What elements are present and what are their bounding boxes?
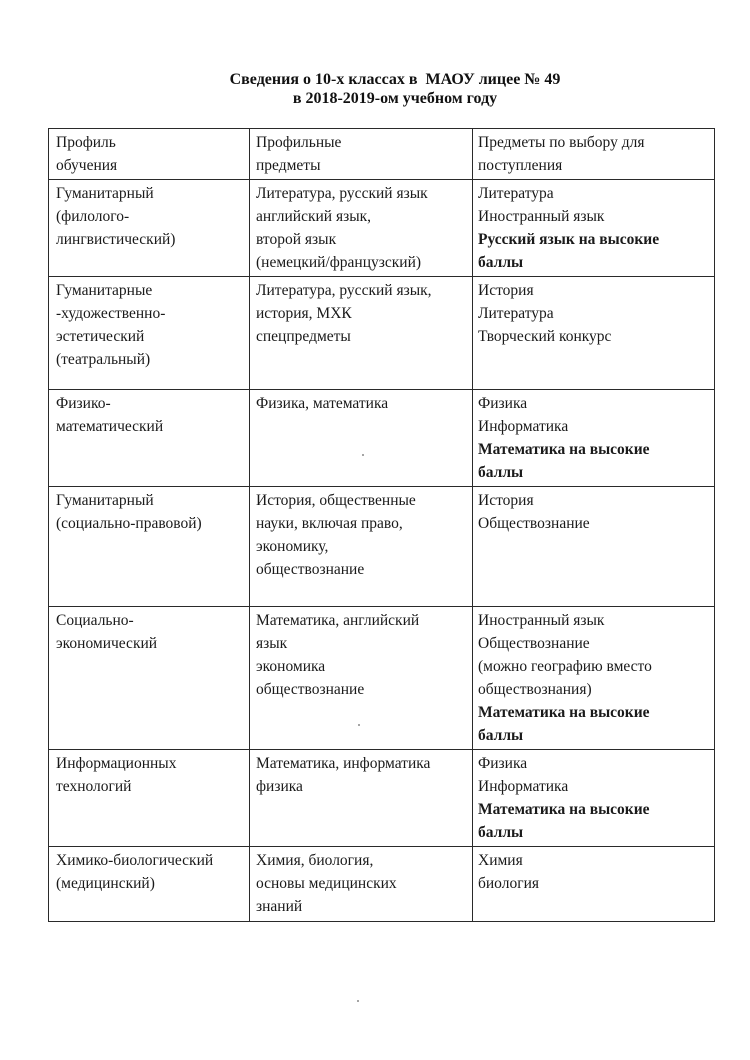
header-profile-line: Профиль	[56, 134, 116, 151]
subjects-cell	[250, 847, 473, 922]
subjects-cell-line: Физика, математика	[256, 395, 389, 412]
profile-cell-line: Информационных	[56, 755, 177, 772]
profile-cell-line: Гуманитарные	[56, 282, 153, 299]
subjects-cell-line: спецпредметы	[256, 328, 351, 345]
choice-cell-bold-line: баллы	[478, 254, 524, 271]
profile-cell-line: (медицинский)	[56, 875, 155, 892]
subjects-cell-line: знаний	[256, 898, 303, 915]
profile-cell-line: (театральный)	[56, 351, 151, 368]
choice-cell-line: Обществознание	[478, 515, 590, 532]
choice-cell	[473, 750, 715, 847]
profile-cell	[49, 277, 250, 390]
choice-cell-line: Информатика	[478, 778, 569, 795]
table-row	[49, 750, 715, 847]
choice-cell-bold-line: Русский язык на высокие	[478, 231, 660, 248]
subjects-cell-line: (немецкий/французский)	[256, 254, 422, 271]
scan-speck	[357, 1000, 359, 1002]
subjects-cell-line: второй язык	[256, 231, 337, 248]
table-row	[49, 487, 715, 607]
header-choice	[473, 129, 715, 180]
scan-speck	[358, 724, 360, 726]
choice-cell	[473, 847, 715, 922]
choice-cell-line: Творческий конкурс	[478, 328, 612, 345]
subjects-cell-line: история, МХК	[256, 305, 352, 322]
choice-cell-line: Физика	[478, 755, 528, 772]
profile-cell-line: Физико-	[56, 395, 111, 412]
profiles-table-body	[49, 129, 715, 922]
subjects-cell	[250, 487, 473, 607]
choice-cell-bold-line: Математика на высокие	[478, 704, 650, 721]
choice-cell	[473, 180, 715, 277]
profile-cell-line: (филолого-	[56, 208, 130, 225]
choice-cell-line: Иностранный язык	[478, 612, 605, 629]
subjects-cell	[250, 180, 473, 277]
subjects-cell-line: Литература, русский язык	[256, 185, 428, 202]
profile-cell-line: технологий	[56, 778, 132, 795]
subjects-cell-line: физика	[256, 778, 303, 795]
choice-cell	[473, 607, 715, 750]
choice-cell-bold-line: Математика на высокие	[478, 801, 650, 818]
table-row	[49, 607, 715, 750]
subjects-cell-line: основы медицинских	[256, 875, 397, 892]
profile-cell	[49, 607, 250, 750]
table-row	[49, 180, 715, 277]
table-header-row	[49, 129, 715, 180]
profile-cell-line: эстетический	[56, 328, 145, 345]
profile-cell	[49, 390, 250, 487]
profile-cell-line: математический	[56, 418, 164, 435]
profile-cell	[49, 180, 250, 277]
subjects-cell-line: Математика, информатика	[256, 755, 431, 772]
subjects-cell-line: Литература, русский язык,	[256, 282, 432, 299]
subjects-cell	[250, 750, 473, 847]
subjects-cell-line: Математика, английский	[256, 612, 420, 629]
subjects-cell-line: экономика	[256, 658, 326, 675]
choice-cell-line: История	[478, 492, 534, 509]
subjects-cell-line: обществознание	[256, 681, 365, 698]
profile-cell	[49, 750, 250, 847]
subjects-cell	[250, 607, 473, 750]
choice-cell	[473, 277, 715, 390]
profile-cell	[49, 487, 250, 607]
choice-cell	[473, 487, 715, 607]
choice-cell-line: Обществознание	[478, 635, 590, 652]
table-row	[49, 847, 715, 922]
header-subjects-line: предметы	[256, 157, 321, 174]
choice-cell-line: Информатика	[478, 418, 569, 435]
profile-cell-line: Социально-	[56, 612, 134, 629]
header-choice-line: поступления	[478, 157, 563, 174]
choice-cell-bold-line: баллы	[478, 464, 524, 481]
table-row	[49, 277, 715, 390]
subjects-cell-line: обществознание	[256, 561, 365, 578]
title-line-1: Сведения о 10-х классах в МАОУ лицее № 49	[229, 71, 561, 88]
subjects-cell-line: язык	[256, 635, 288, 652]
choice-cell-line: Физика	[478, 395, 528, 412]
header-profile-line: обучения	[56, 157, 118, 174]
subjects-cell-line: Химия, биология,	[256, 852, 374, 869]
choice-cell-line: Химия	[478, 852, 523, 869]
choice-cell-line: биология	[478, 875, 539, 892]
choice-cell-line: (можно географию вместо	[478, 658, 652, 675]
document-title	[0, 70, 750, 108]
choice-cell-bold-line: баллы	[478, 824, 524, 841]
header-choice-line: Предметы по выбору для	[478, 134, 645, 151]
header-profile	[49, 129, 250, 180]
profile-cell-line: экономический	[56, 635, 158, 652]
subjects-cell-line: науки, включая право,	[256, 515, 403, 532]
profiles-table	[48, 128, 715, 922]
choice-cell-line: Литература	[478, 185, 554, 202]
subjects-cell	[250, 390, 473, 487]
profile-cell-line: Гуманитарный	[56, 492, 154, 509]
scan-speck	[362, 454, 364, 456]
choice-cell	[473, 390, 715, 487]
choice-cell-line: Литература	[478, 305, 554, 322]
title-line-2: в 2018-2019-ом учебном году	[292, 90, 498, 107]
header-subjects	[250, 129, 473, 180]
choice-cell-line: Иностранный язык	[478, 208, 605, 225]
profile-cell-line: -художественно-	[56, 305, 166, 322]
header-subjects-line: Профильные	[256, 134, 342, 151]
subjects-cell	[250, 277, 473, 390]
profile-cell-line: лингвистический)	[56, 231, 176, 248]
profile-cell	[49, 847, 250, 922]
choice-cell-bold-line: баллы	[478, 727, 524, 744]
subjects-cell-line: экономику,	[256, 538, 329, 555]
choice-cell-line: обществознания)	[478, 681, 592, 698]
profile-cell-line: Гуманитарный	[56, 185, 154, 202]
profile-cell-line: (социально-правовой)	[56, 515, 202, 532]
table-row	[49, 390, 715, 487]
subjects-cell-line: История, общественные	[256, 492, 416, 509]
choice-cell-line: История	[478, 282, 534, 299]
subjects-cell-line: английский язык,	[256, 208, 372, 225]
choice-cell-bold-line: Математика на высокие	[478, 441, 650, 458]
profile-cell-line: Химико-биологический	[56, 852, 214, 869]
